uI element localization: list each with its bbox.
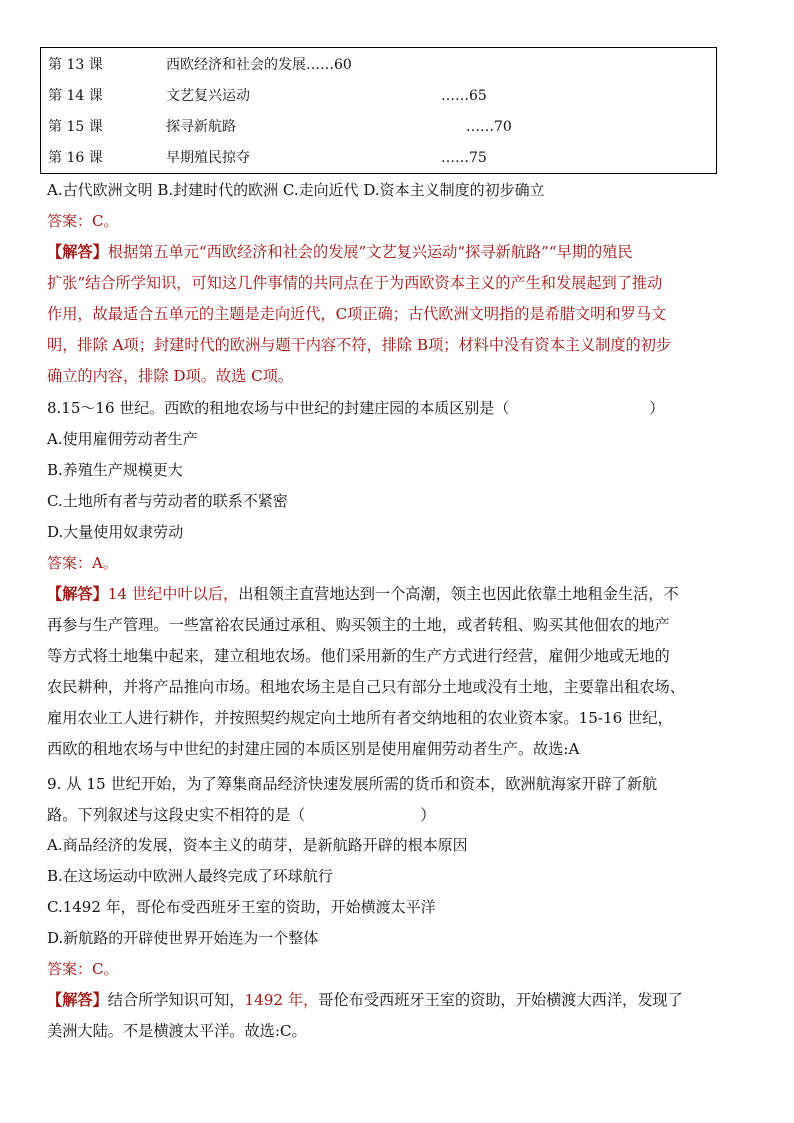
toc-title: 文艺复兴运动 bbox=[166, 88, 250, 104]
q9-analysis bbox=[47, 985, 747, 1047]
toc-title: 早期殖民掠夺 bbox=[166, 150, 250, 166]
q7-analysis-line: 明，排除 A项；封建时代的欧洲与题干内容不符，排除 B项；材料中没有资本主义制度的初步 bbox=[47, 336, 672, 354]
q8-analysis-line: 西欧的租地农场与中世纪的封建庄园的本质区别是使用雇佣劳动者生产。故选:A bbox=[47, 740, 580, 758]
toc-lesson: 第 16 课 bbox=[48, 150, 103, 166]
q8-analysis-line: 等方式将土地集中起来，建立租地农场。他们采用新的生产方式进行经营，雇佣少地或无地的 bbox=[47, 647, 670, 665]
q7-analysis-line: 扩张”结合所学知识，可知这几件事情的共同点在于为西欧资本主义的产生和发展起到了推动 bbox=[47, 274, 663, 292]
q9-option-c: C.1492 年，哥伦布受西班牙王室的资助，开始横渡太平洋 bbox=[47, 898, 436, 916]
analysis-label: 【解答】 bbox=[47, 585, 108, 603]
q7-options: A.古代欧洲文明 B.封建时代的欧洲 C.走向近代 D.资本主义制度的初步确立 bbox=[47, 181, 545, 199]
q8-analysis bbox=[47, 579, 747, 765]
q8-option-a: A.使用雇佣劳动者生产 bbox=[47, 430, 198, 448]
q8-option-c: C.土地所有者与劳动者的联系不紧密 bbox=[47, 492, 288, 510]
q9-stem-line: 路。下列叙述与这段史实不相符的是（ ） bbox=[47, 806, 436, 824]
q9-stem-line: 9. 从 15 世纪开始，为了筹集商品经济快速发展所需的货币和资本，欧洲航海家开辟了新航 bbox=[47, 775, 658, 793]
toc-page: ……75 bbox=[441, 150, 487, 166]
q8-option-b: B.养殖生产规模更大 bbox=[47, 461, 183, 479]
toc-lesson: 第 13 课 bbox=[48, 57, 103, 73]
toc-page: ……65 bbox=[441, 88, 487, 104]
toc-row bbox=[41, 147, 716, 169]
toc-title: 西欧经济和社会的发展……60 bbox=[166, 57, 352, 73]
q9-answer: 答案：C。 bbox=[47, 960, 119, 978]
toc-row bbox=[41, 116, 716, 138]
toc-page: ……70 bbox=[466, 119, 512, 135]
q9-analysis-line: 美洲大陆。不是横渡太平洋。故选:C。 bbox=[47, 1022, 307, 1040]
toc-title: 探寻新航路 bbox=[166, 119, 236, 135]
q7-analysis-line: 【解答】根据第五单元“西欧经济和社会的发展”文艺复兴运动“探寻新航路”“早期的殖民 bbox=[47, 243, 633, 261]
q9-option-b: B.在这场运动中欧洲人最终完成了环球航行 bbox=[47, 867, 333, 885]
q9-option-a: A.商品经济的发展，资本主义的萌芽，是新航路开辟的根本原因 bbox=[47, 836, 468, 854]
q9-analysis-line: 【解答】结合所学知识可知，1492 年，哥伦布受西班牙王室的资助，开始横渡大西洋，发现了 bbox=[47, 991, 683, 1009]
q7-analysis-line: 作用，故最适合五单元的主题是走向近代，C项正确；古代欧洲文明指的是希腊文明和罗马文 bbox=[47, 305, 667, 323]
toc-row bbox=[41, 54, 716, 76]
analysis-label: 【解答】 bbox=[47, 991, 108, 1009]
q7-analysis-line: 确立的内容，排除 D项。故选 C项。 bbox=[47, 367, 294, 385]
toc-table bbox=[40, 47, 717, 174]
q7-answer: 答案：C。 bbox=[47, 212, 119, 230]
q8-analysis-line: 【解答】14 世纪中叶以后，出租领主直营地达到一个高潮，领主也因此依靠土地租金生活，不 bbox=[47, 585, 679, 603]
q7-analysis bbox=[47, 237, 747, 392]
q8-answer: 答案：A。 bbox=[47, 554, 118, 572]
toc-lesson: 第 15 课 bbox=[48, 119, 103, 135]
q9-stem bbox=[47, 769, 747, 831]
q8-analysis-line: 再参与生产管理。一些富裕农民通过承租、购买领主的土地，或者转租、购买其他佃农的地产 bbox=[47, 616, 670, 634]
q8-option-d: D.大量使用奴隶劳动 bbox=[47, 523, 184, 541]
q8-stem: 8.15～16 世纪。西欧的租地农场与中世纪的封建庄园的本质区别是（ ） bbox=[47, 399, 665, 417]
q8-analysis-line: 雇用农业工人进行耕作，并按照契约规定向土地所有者交纳地租的农业资本家。15-16 世纪， bbox=[47, 709, 673, 727]
q9-option-d: D.新航路的开辟使世界开始连为一个整体 bbox=[47, 929, 319, 947]
q8-analysis-line: 农民耕种，并将产品推向市场。租地农场主是自己只有部分土地或没有土地，主要靠出租农场、 bbox=[47, 678, 685, 696]
analysis-label: 【解答】 bbox=[47, 243, 108, 261]
toc-row bbox=[41, 85, 716, 107]
toc-lesson: 第 14 课 bbox=[48, 88, 103, 104]
